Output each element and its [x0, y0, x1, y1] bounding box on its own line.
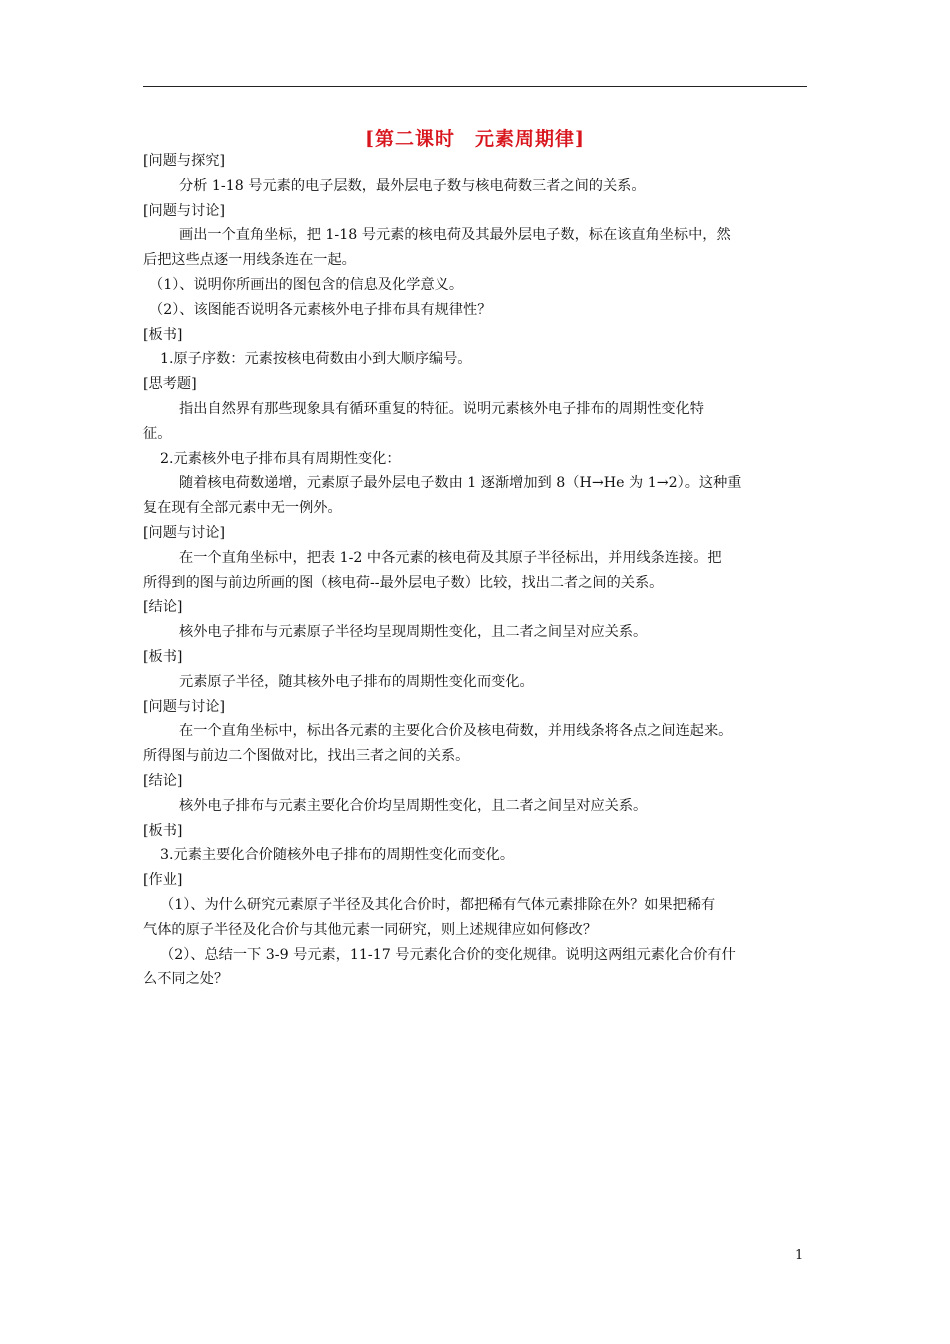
paragraph: 在一个直角坐标中，把表 1-2 中各元素的核电荷及其原子半径标出，并用线条连接。把 — [179, 549, 722, 566]
section-heading: [板书] — [143, 648, 183, 665]
section-heading: [板书] — [143, 326, 183, 343]
numbered-point: 3.元素主要化合价随核外电子排布的周期性变化而变化。 — [160, 847, 515, 864]
paragraph: 分析 1-18 号元素的电子层数，最外层电子数与核电荷数三者之间的关系。 — [179, 177, 646, 194]
paragraph: 征。 — [143, 425, 172, 442]
section-heading: [作业] — [143, 872, 183, 889]
paragraph: 后把这些点逐一用线条连在一起。 — [143, 252, 356, 269]
paragraph: 指出自然界有那些现象具有循环重复的特征。说明元素核外电子排布的周期性变化特 — [179, 400, 704, 417]
section-heading: [结论] — [143, 599, 183, 616]
homework-item: （1）、为什么研究元素原子半径及其化合价时，都把稀有气体元素排除在外？如果把稀有 — [160, 896, 716, 913]
section-heading: [问题与讨论] — [143, 524, 226, 541]
numbered-point: 1.原子序数：元素按核电荷数由小到大顺序编号。 — [160, 351, 472, 368]
page-title: [第二课时 元素周期律] — [365, 128, 585, 150]
header-rule — [143, 86, 807, 87]
section-heading: [问题与探究] — [143, 153, 226, 169]
question-item: （1）、说明你所画出的图包含的信息及化学意义。 — [149, 276, 464, 293]
paragraph: 气体的原子半径及化合价与其他元素一同研究，则上述规律应如何修改？ — [143, 921, 598, 938]
paragraph: 随着核电荷数递增，元素原子最外层电子数由 1 逐渐增加到 8（H→He 为 1→2）。这种重 — [179, 475, 742, 492]
paragraph: 在一个直角坐标中，标出各元素的主要化合价及核电荷数，并用线条将各点之间连起来。 — [179, 723, 733, 740]
paragraph: 复在现有全部元素中无一例外。 — [143, 500, 342, 517]
section-heading: [问题与讨论] — [143, 202, 226, 219]
paragraph: 核外电子排布与元素主要化合价均呈周期性变化，且二者之间呈对应关系。 — [179, 797, 648, 814]
paragraph: 核外电子排布与元素原子半径均呈现周期性变化，且二者之间呈对应关系。 — [179, 624, 648, 641]
question-item: （2）、该图能否说明各元素核外电子排布具有规律性？ — [149, 301, 492, 318]
paragraph: 元素原子半径，随其核外电子排布的周期性变化而变化。 — [179, 673, 534, 690]
document-body — [143, 149, 813, 992]
numbered-point: 2.元素核外电子排布具有周期性变化： — [160, 450, 401, 467]
section-heading: [思考题] — [143, 376, 197, 393]
paragraph: 所得到的图与前边所画的图（核电荷--最外层电子数）比较，找出二者之间的关系。 — [143, 574, 664, 591]
section-heading: [板书] — [143, 822, 183, 839]
page-number: 1 — [795, 1248, 804, 1263]
paragraph: 所得图与前边二个图做对比，找出三者之间的关系。 — [143, 748, 470, 765]
section-heading: [结论] — [143, 772, 183, 789]
homework-item: （2）、总结一下 3-9 号元素，11-17 号元素化合价的变化规律。说明这两组元素化合价有什 — [160, 946, 736, 963]
paragraph: 么不同之处？ — [143, 971, 229, 988]
section-heading: [问题与讨论] — [143, 698, 226, 715]
paragraph: 画出一个直角坐标，把 1-18 号元素的核电荷及其最外层电子数，标在该直角坐标中，然 — [179, 227, 731, 244]
